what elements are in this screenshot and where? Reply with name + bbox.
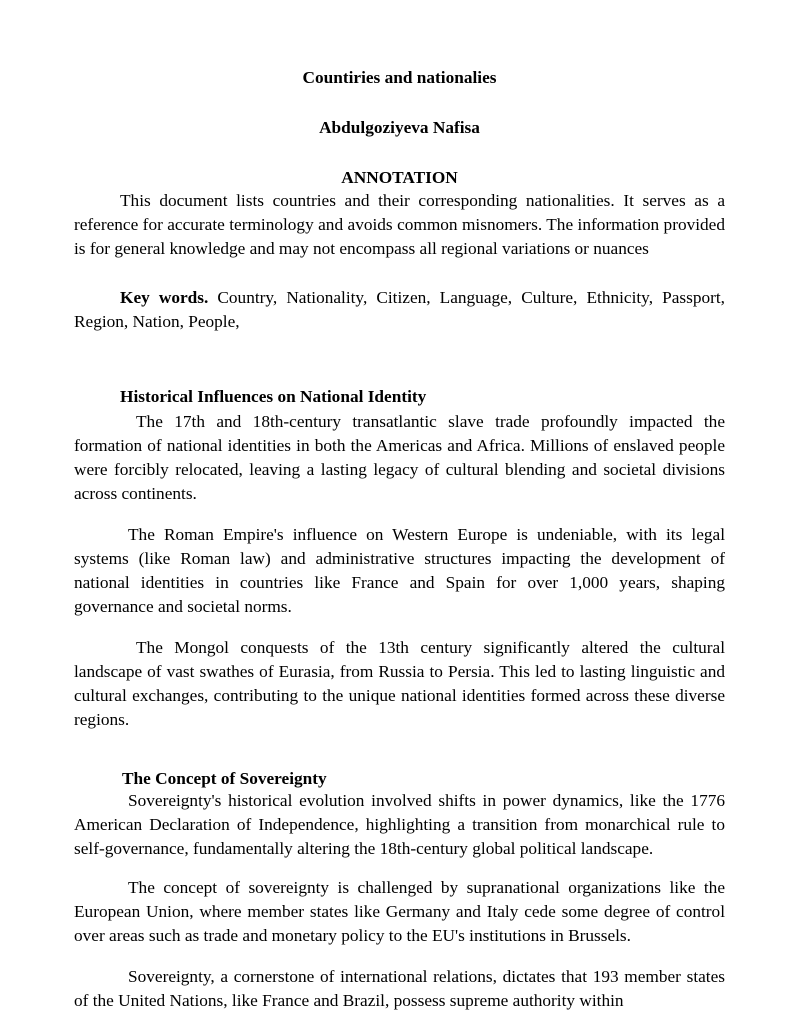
annotation-heading: ANNOTATION <box>341 168 458 187</box>
paragraph-sovereignty-evolution: Sovereignty's historical evolution involved shifts in power dynamics, like the 1776 American Declaration of Independence, highlighting a transition from monarchical rule to self-governance, fundamentally altering the 18th-century global political landscape. <box>74 791 725 858</box>
document-author: Abdulgoziyeva Nafisa <box>319 118 480 137</box>
annotation-body: This document lists countries and their corresponding nationalities. It serves as a reference for accurate terminology and avoids common misnomers. The information provided is for general knowledge and may not encompass all regional variations or nuances <box>74 191 725 258</box>
paragraph-slave-trade: The 17th and 18th-century transatlantic slave trade profoundly impacted the formation of national identities in both the Americas and Africa. Millions of enslaved people were forcibly relocated, leaving a lasting legacy of cultural blending and societal divisions across continents. <box>74 412 725 503</box>
keywords-label: Key words. <box>120 288 209 307</box>
paragraph-roman-empire: The Roman Empire's influence on Western Europe is undeniable, with its legal systems (like Roman law) and administrative structures impacting the development of national identities in countries like France and Spain for over 1,000 years, shaping governance and societal norms. <box>74 525 725 616</box>
paragraph-mongol-conquests: The Mongol conquests of the 13th century significantly altered the cultural landscape of vast swathes of Eurasia, from Russia to Persia. This led to lasting linguistic and cultural exchanges, contributing to the unique national identities formed across these diverse regions. <box>74 638 725 729</box>
section-heading-sovereignty: The Concept of Sovereignty <box>122 769 327 788</box>
document-title: Countiries and nationalies <box>302 68 497 87</box>
keywords-paragraph <box>74 286 725 334</box>
section-heading-historical-influences: Historical Influences on National Identity <box>120 387 427 406</box>
keywords-text: Country, Nationality, Citizen, Language, Culture, Ethnicity, Passport, Region, Nation, People, <box>74 288 725 331</box>
paragraph-sovereignty-challenged: The concept of sovereignty is challenged by supranational organizations like the European Union, where member states like Germany and Italy cede some degree of control over areas such as trade and monetary policy to the EU's institutions in Brussels. <box>74 878 725 945</box>
paragraph-sovereignty-cornerstone: Sovereignty, a cornerstone of international relations, dictates that 193 member states of the United Nations, like France and Brazil, possess supreme authority within <box>74 967 725 1010</box>
